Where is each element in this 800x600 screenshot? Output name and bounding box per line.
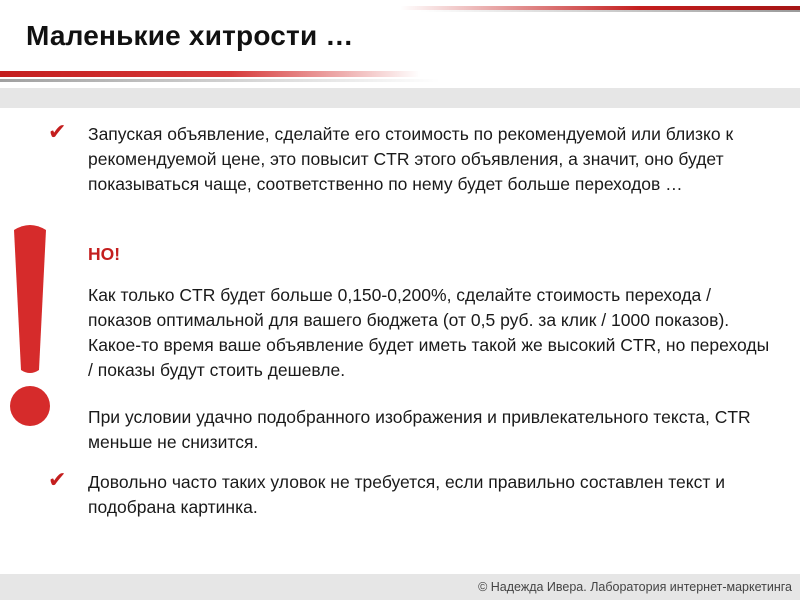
top-gray-line	[420, 10, 800, 12]
top-decorative-stripe	[0, 0, 800, 12]
title-underline-red	[0, 71, 420, 77]
slide-title: Маленькие хитрости …	[26, 20, 354, 51]
footer-copyright: © Надежда Ивера. Лаборатория интернет-маркетинга	[478, 580, 792, 594]
no-heading: НО!	[88, 244, 121, 264]
header-gray-band	[0, 88, 800, 108]
bullet-text-1: Запуская объявление, сделайте его стоимость по рекомендуемой или близко к рекомендуемой цене, это повысит CTR этого объявления, а значит, оно будет показываться чаще, соответственно по нему будет больше переходов …	[88, 124, 734, 194]
paragraph-2: Как только CTR будет больше 0,150-0,200%, сделайте стоимость перехода / показов оптимальной для вашего бюджета (от 0,5 руб. за клик / 1000 показов). Какое-то время ваше объявление будет иметь такой же высокий CTR, но переходы / показы будут стоить дешевле.	[88, 285, 770, 380]
bullet-text-2: Довольно часто таких уловок не требуется, если правильно составлен текст и подобрана картинка.	[88, 472, 726, 517]
exclamation-icon	[8, 220, 52, 430]
title-underline-gray	[0, 79, 440, 82]
check-icon: ✔	[48, 468, 67, 493]
paragraph-3: При условии удачно подобранного изображения и привлекательного текста, CTR меньше не снизится.	[88, 407, 751, 452]
check-icon: ✔	[48, 120, 67, 145]
